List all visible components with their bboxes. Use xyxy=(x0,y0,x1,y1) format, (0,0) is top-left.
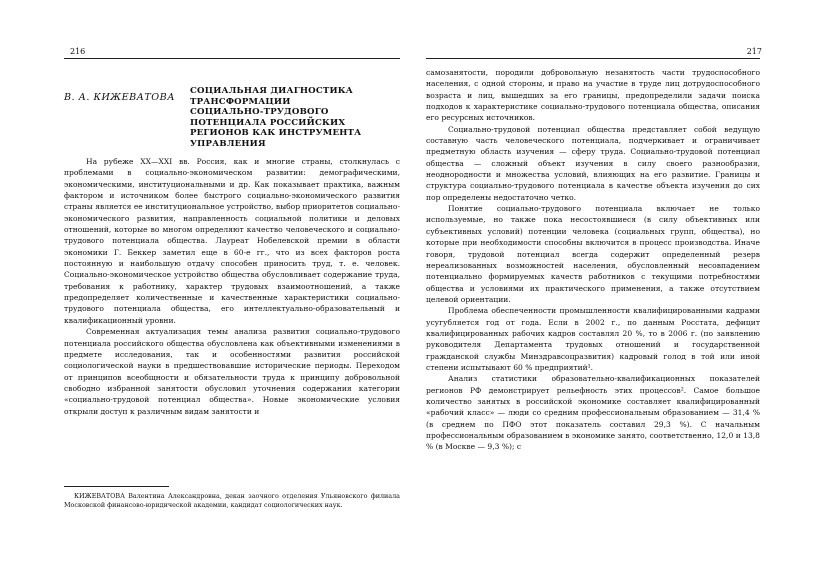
paragraph: На рубеже ХХ—ХХI вв. Россия, как и многие страны, столкнулась с проблемами в социально-экономическом развитии: демографическими, экономическими, институциональными и др. Как показывает практика, важным фактором и источником более быстрого социально-экономического развития страны является ее институциональное устройство, выбор приоритетов социально-экономического развития, направленность социальной политики и деловых отношений, которые во многом определяют качество человеческого и социально-трудового потенциала общества. Лауреат Нобелевской премии в области экономики Г. Беккер заметил еще в 60-е гг., что из всех факторов роста постоянную и наибольшую отдачу способен приносить труд, т. е. человек. Социально-экономическое устройство общества обусловливает содержание труда, требования к работнику, характер трудовых взаимоотношений, а также предопределяет количественные и качественные характеристики социально-трудового потенциала общества, его интеллектуально-образовательный и квалификационный уровни. xyxy=(64,157,400,325)
paragraph: Анализ статистики образовательно-квалификационных показателей регионов РФ демонстрирует рельефность этих процессов². Самое большое количество занятых в российской экономике составляет квалифицированный «рабочий класс» — люди со средним профессиональным образованием — 31,4 % (в среднем по ПФО этот показатель составил 29,3 %). С начальным профессиональным образованием в экономике занято, соответственно, 12,0 и 13,8 % (в Москве — 9,3 %); с xyxy=(426,374,760,452)
paragraph: Социально-трудовой потенциал общества представляет собой ведущую составную часть человеческого потенциала, подчеркивает и ограничивает предметную область изучения — сферу труда. Социально-трудовой потенциал общества — сложный объект изучения в силу своего разнообразия, неоднородности и множества условий, влияющих на его развитие. Границы и структура социально-трудового потенциала в качестве объекта изучения до сих пор определены недостаточно четко. xyxy=(426,124,760,202)
title-line: ПОТЕНЦИАЛА РОССИЙСКИХ xyxy=(190,117,346,128)
page-number: 216 xyxy=(70,47,86,56)
title-line: СОЦИАЛЬНАЯ ДИАГНОСТИКА xyxy=(190,86,353,96)
body-text xyxy=(426,67,760,453)
body-text xyxy=(64,156,400,417)
title-line: РЕГИОНОВ КАК ИНСТРУМЕНТА xyxy=(190,128,362,138)
page-number: 217 xyxy=(746,47,762,56)
right-page xyxy=(410,0,820,580)
header-rule xyxy=(64,58,400,59)
paragraph: Проблема обеспеченности промышленности квалифицированными кадрами усугубляется год от года. Если в 2002 г., по данным Росстата, дефицит квалифицированных рабочих кадров составлял 20 %, то в 2006 г. (по заявлению руководителя Департамента трудовых отношений и государственной гражданской службы Минздравсоцразвития) кадровый голод в той или иной степени испытывают 60 % предприятий¹. xyxy=(426,306,760,372)
paragraph: Понятие социально-трудового потенциала включает не только используемые, но также пока несостоявшиеся (в силу объективных или субъективных условий) потенции человека (социальных групп, общества), но которые при необходимости способны включится в процесс производства. Иначе говоря, трудовой потенциал всегда содержит определенный резерв нереализованных возможностей населения, обусловленный несовпадением потенциально формируемых качеств работников с текущими потребностями общества и условиями их практического применения, а также отсутствием целевой ориентации. xyxy=(426,204,760,304)
paragraph: Современная актуализация темы анализа развития социально-трудового потенциала российского общества обусловлена как объективными изменениями в предмете исследования, так и особенностями развития российской социологической науки в предшествовавшие исторические периоды. Переходом от принципов всеобщности и обязательности труда к принципу добровольной свободно избранной занятости обусловил уточнения содержания категории «социально-трудовой потенциал общества». Новые экономические условия открыли доступ к различным видам занятости и xyxy=(64,327,400,416)
paragraph: самозанятости, породили добровольную незанятость части трудоспособного населения, с одной стороны, и право на участие в труде лиц дотрудоспособного возраста и лиц, вышедших за его границы, предопределили задачи поиска подходов к характеристике социально-трудового потенциала общества, описания его ресурсных источников. xyxy=(426,68,760,123)
title-line: ТРАНСФОРМАЦИИ xyxy=(190,96,291,107)
article-title xyxy=(190,86,400,149)
header-rule xyxy=(426,58,760,59)
footnote-rule xyxy=(64,486,169,487)
author-footnote: КИЖЕВАТОВА Валентина Александровна, декан заочного отделения Ульяновского филиала Московской финансово-юридической академии, кандидат социологических наук. xyxy=(64,492,400,510)
title-line: УПРАВЛЕНИЯ xyxy=(190,138,266,149)
article-author: В. А. КИЖЕВАТОВА xyxy=(64,92,175,103)
title-line: СОЦИАЛЬНО-ТРУДОВОГО xyxy=(190,107,329,117)
